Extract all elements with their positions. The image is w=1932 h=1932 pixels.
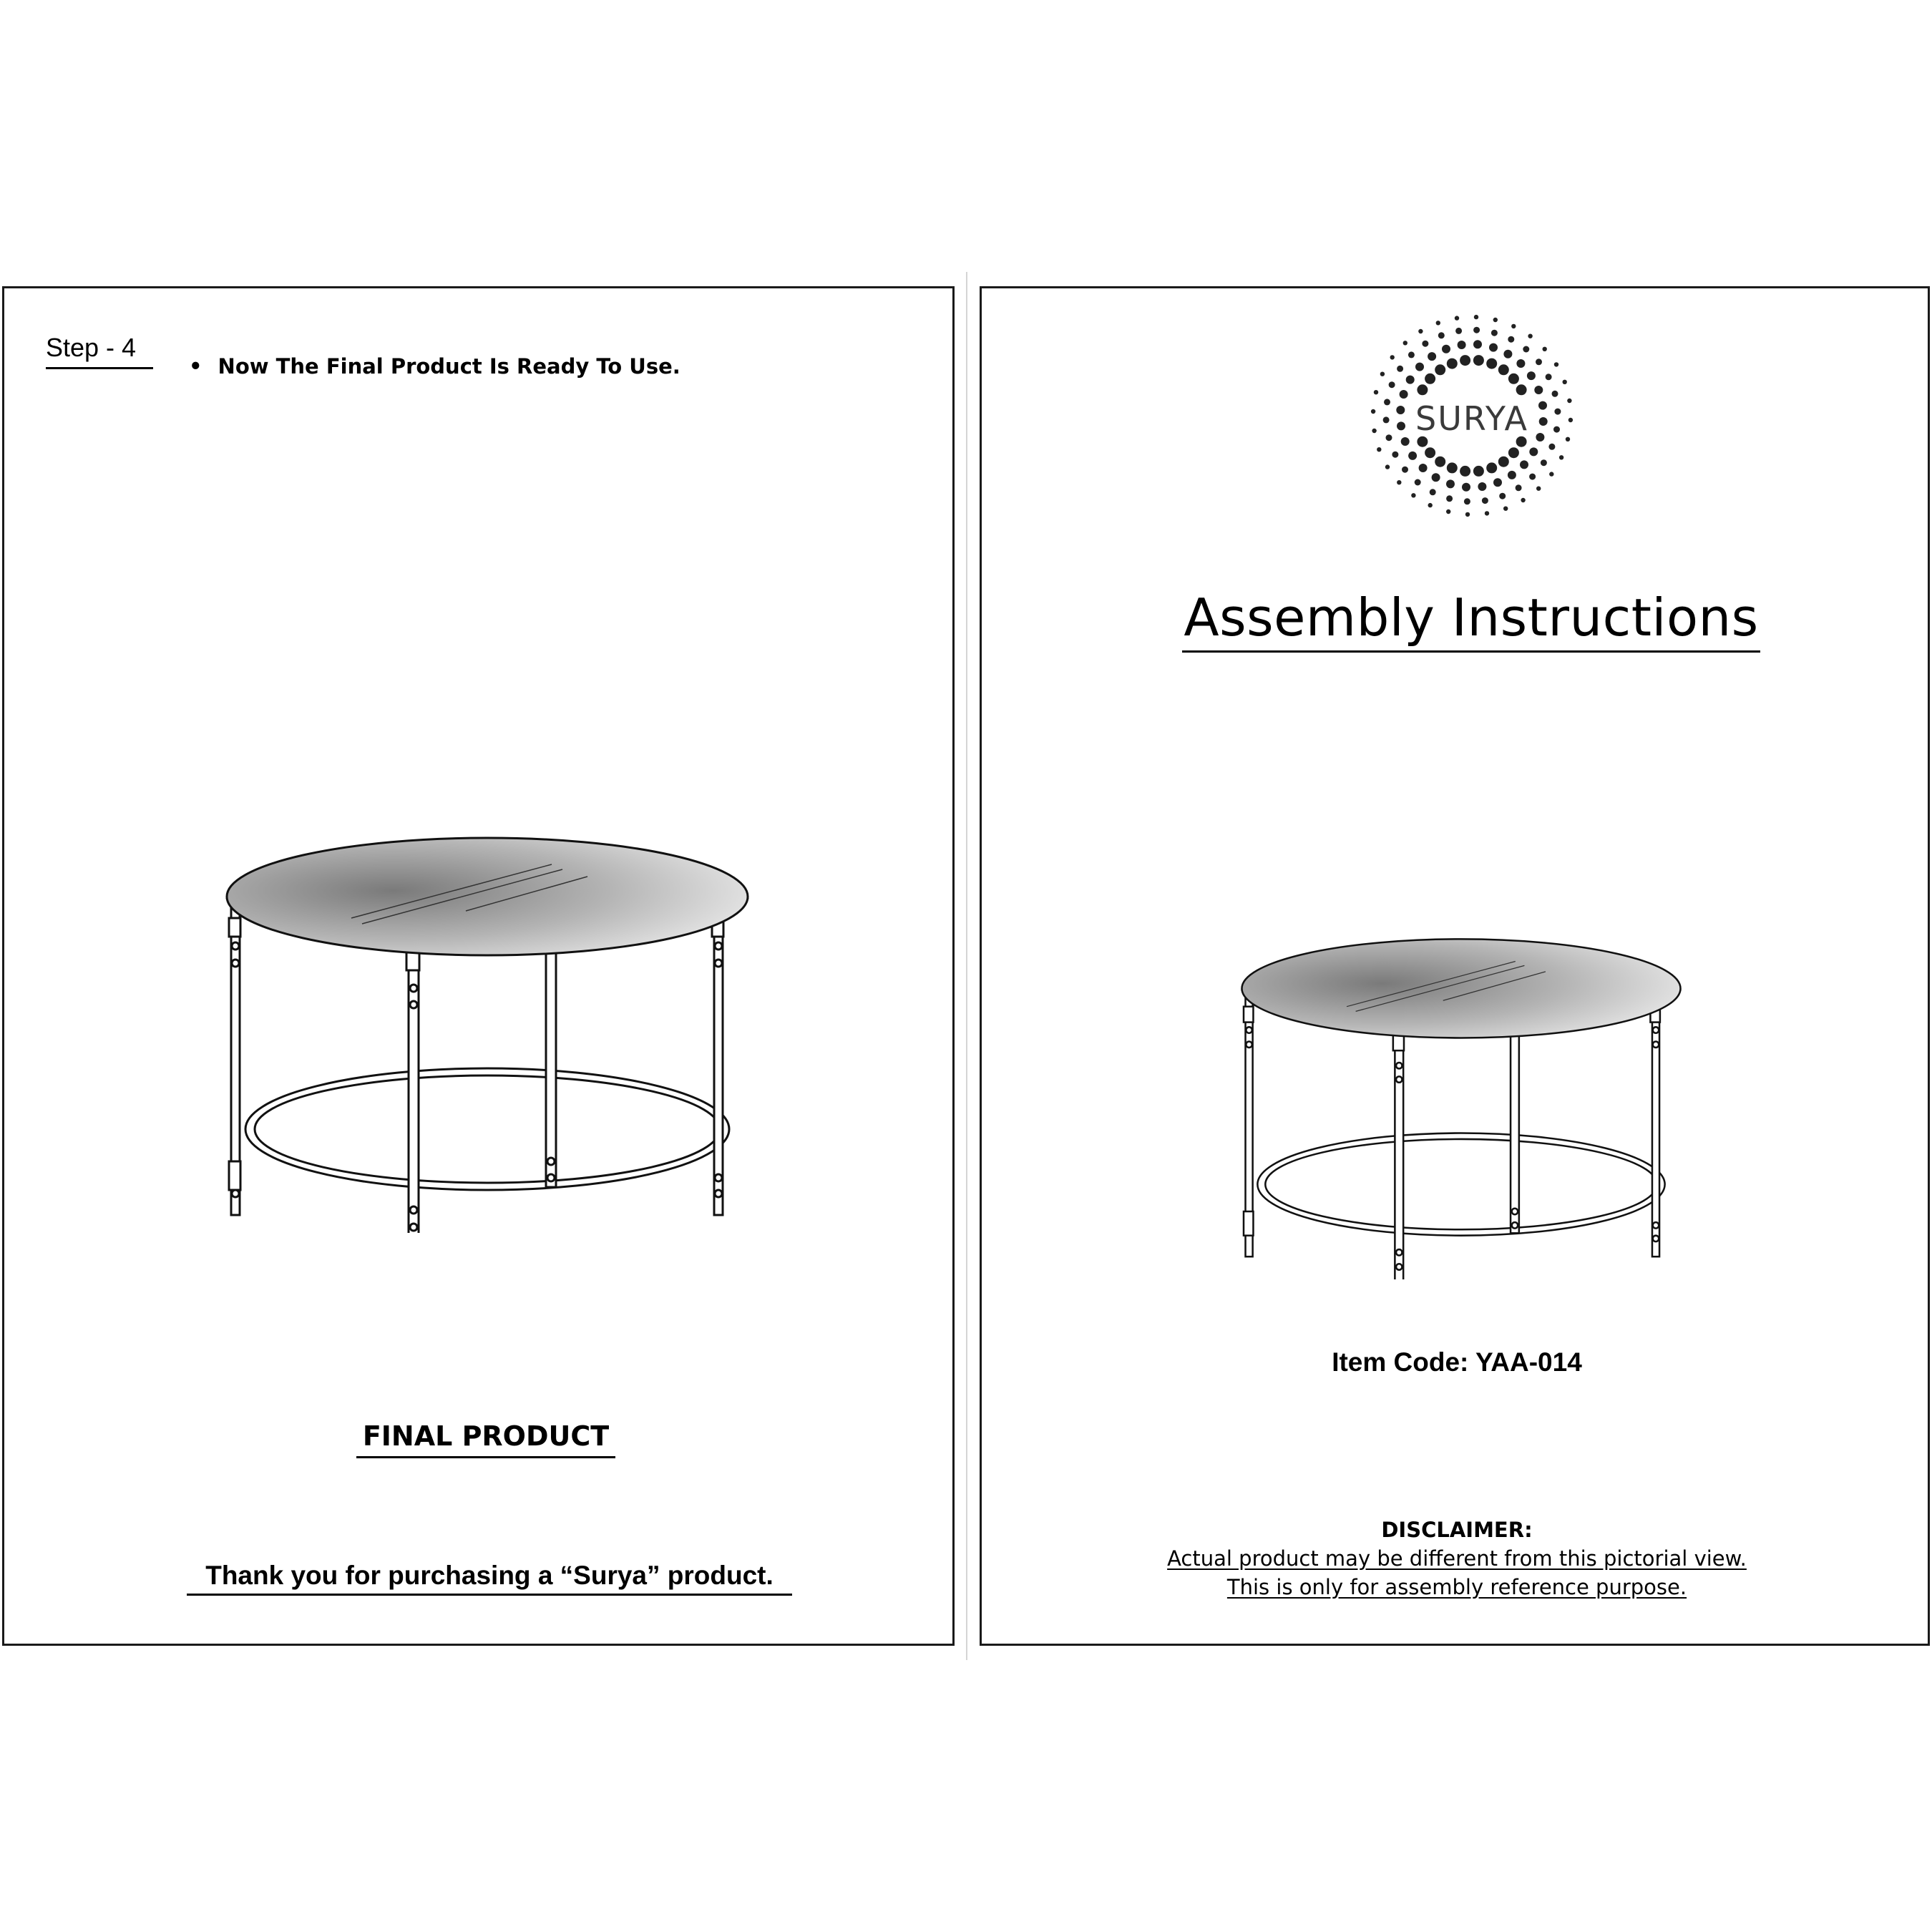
logo-dot bbox=[1493, 478, 1502, 487]
disclaimer-line-2: This is only for assembly reference purpose. bbox=[1226, 1575, 1687, 1599]
logo-dot bbox=[1508, 471, 1516, 479]
logo-dot bbox=[1523, 346, 1529, 353]
logo-dot bbox=[1498, 364, 1509, 375]
logo-dot bbox=[1539, 417, 1548, 426]
logo-dot bbox=[1447, 358, 1458, 369]
logo-dot bbox=[1498, 457, 1509, 467]
logo-dot bbox=[1528, 334, 1532, 338]
logo-dot bbox=[1516, 484, 1522, 491]
logo-dot bbox=[1425, 374, 1435, 384]
disclaimer-title: DISCLAIMER: bbox=[1381, 1518, 1533, 1542]
assembly-instructions-title: Assembly Instructions bbox=[1182, 587, 1760, 653]
logo-dot bbox=[1400, 390, 1408, 399]
round-side-table-icon bbox=[1232, 686, 1690, 1279]
logo-dot bbox=[1548, 444, 1555, 450]
logo-dot bbox=[1552, 391, 1558, 397]
logo-dot bbox=[1446, 479, 1455, 488]
logo-dot bbox=[1473, 466, 1484, 477]
logo-dot bbox=[1474, 315, 1478, 319]
logo-dot bbox=[1554, 362, 1558, 366]
logo-dot bbox=[1541, 459, 1547, 466]
logo-dot bbox=[1406, 376, 1415, 384]
logo-dot bbox=[1465, 512, 1470, 517]
logo-dot bbox=[1408, 452, 1417, 460]
logo-dot bbox=[1489, 343, 1498, 352]
logo-dot bbox=[1460, 355, 1470, 366]
logo-dot bbox=[1536, 487, 1541, 491]
instruction-bullet bbox=[189, 354, 680, 379]
logo-dot bbox=[1486, 358, 1497, 369]
logo-dot bbox=[1371, 409, 1375, 414]
logo-dot bbox=[1486, 462, 1497, 473]
logo-dot bbox=[1534, 386, 1543, 394]
logo-dot bbox=[1478, 482, 1486, 491]
logo-dot bbox=[1567, 399, 1571, 403]
logo-dot bbox=[1432, 473, 1440, 482]
logo-dot bbox=[1386, 434, 1392, 441]
logo-dot bbox=[1385, 464, 1390, 469]
logo-dot bbox=[1418, 329, 1423, 333]
logo-dot bbox=[1415, 479, 1421, 486]
logo-dot bbox=[1503, 507, 1508, 511]
logo-dot bbox=[1516, 384, 1527, 395]
logo-dot bbox=[1415, 363, 1424, 371]
logo-dot bbox=[1516, 359, 1525, 368]
instruction-text: Now The Final Product Is Ready To Use. bbox=[218, 354, 680, 379]
logo-dot bbox=[1520, 460, 1528, 469]
logo-dot bbox=[1482, 497, 1488, 504]
logo-dot bbox=[1553, 426, 1560, 433]
logo-dot bbox=[1408, 351, 1415, 358]
logo-dot bbox=[1397, 366, 1403, 372]
logo-dot bbox=[1529, 447, 1538, 456]
logo-dot bbox=[1529, 474, 1536, 480]
logo-dot bbox=[1455, 316, 1459, 320]
logo-dot bbox=[1430, 489, 1436, 495]
logo-dot bbox=[1397, 480, 1401, 484]
logo-dot bbox=[1554, 409, 1561, 415]
logo-dot bbox=[1559, 455, 1563, 459]
logo-dot bbox=[1491, 330, 1498, 336]
logo-dot bbox=[1521, 498, 1525, 502]
logo-dot bbox=[1402, 467, 1408, 473]
cover-page bbox=[980, 286, 1930, 1646]
logo-dot bbox=[1473, 340, 1482, 348]
logo-dot bbox=[1425, 447, 1435, 458]
logo-dot bbox=[1392, 452, 1398, 458]
step-4-page bbox=[2, 286, 955, 1646]
page-divider bbox=[966, 272, 967, 1660]
logo-dot bbox=[1455, 328, 1462, 334]
bullet-icon: • bbox=[189, 354, 203, 379]
logo-dot bbox=[1435, 457, 1445, 467]
logo-dot bbox=[1419, 464, 1428, 472]
logo-dot bbox=[1543, 347, 1547, 351]
logo-dot bbox=[1401, 437, 1410, 446]
logo-dot bbox=[1566, 437, 1570, 441]
logo-dot bbox=[1389, 381, 1395, 388]
logo-dot bbox=[1383, 416, 1390, 423]
surya-logo bbox=[1364, 308, 1580, 523]
logo-dot bbox=[1503, 350, 1512, 358]
logo-dot bbox=[1536, 358, 1542, 365]
logo-dot bbox=[1499, 493, 1506, 499]
item-code: Item Code: YAA-014 bbox=[1332, 1347, 1582, 1377]
logo-dot bbox=[1384, 399, 1390, 405]
logo-dot bbox=[1377, 447, 1381, 452]
logo-dot bbox=[1403, 341, 1407, 345]
logo-dot bbox=[1508, 336, 1514, 343]
logo-dot bbox=[1436, 321, 1440, 325]
logo-dot bbox=[1538, 401, 1547, 410]
logo-dot bbox=[1462, 483, 1470, 492]
logo-dot bbox=[1397, 421, 1405, 430]
logo-dot bbox=[1428, 503, 1433, 507]
logo-dot bbox=[1438, 332, 1445, 338]
logo-dot bbox=[1473, 327, 1480, 333]
logo-dot bbox=[1428, 352, 1436, 361]
logo-dot bbox=[1473, 355, 1484, 366]
step-label: Step - 4 bbox=[46, 333, 153, 369]
thank-you-text: Thank you for purchasing a “Surya” product. bbox=[187, 1561, 792, 1596]
logo-dot bbox=[1493, 318, 1498, 322]
logo-dot bbox=[1417, 384, 1428, 395]
logo-wordmark: SURYA bbox=[1415, 399, 1528, 438]
logo-dot bbox=[1508, 374, 1519, 384]
logo-dot bbox=[1396, 406, 1405, 414]
disclaimer-line-1: Actual product may be different from this pictorial view. bbox=[1167, 1546, 1747, 1571]
logo-dot bbox=[1460, 466, 1470, 477]
logo-dot bbox=[1549, 472, 1553, 476]
logo-dot bbox=[1568, 418, 1573, 422]
logo-dot bbox=[1508, 447, 1519, 458]
logo-dot bbox=[1458, 341, 1466, 349]
logo-dot bbox=[1380, 372, 1385, 376]
logo-dot bbox=[1527, 371, 1536, 380]
final-product-label: FINAL PRODUCT bbox=[356, 1420, 615, 1458]
round-side-table-icon bbox=[215, 546, 759, 1233]
logo-dot bbox=[1464, 498, 1470, 504]
logo-dot bbox=[1435, 364, 1445, 375]
logo-dot bbox=[1422, 341, 1428, 347]
logo-dot bbox=[1546, 374, 1552, 380]
logo-dot bbox=[1446, 495, 1453, 502]
logo-dot bbox=[1446, 509, 1450, 514]
logo-dot bbox=[1447, 462, 1458, 473]
logo-dot bbox=[1372, 429, 1376, 433]
logo-dot bbox=[1390, 355, 1395, 359]
logo-dot bbox=[1411, 493, 1415, 497]
logo-dot bbox=[1374, 390, 1378, 394]
logo-dot bbox=[1511, 324, 1516, 328]
logo-dot bbox=[1536, 433, 1544, 441]
logo-dot bbox=[1485, 511, 1489, 515]
logo-dot bbox=[1442, 345, 1450, 353]
logo-dot bbox=[1563, 380, 1567, 384]
